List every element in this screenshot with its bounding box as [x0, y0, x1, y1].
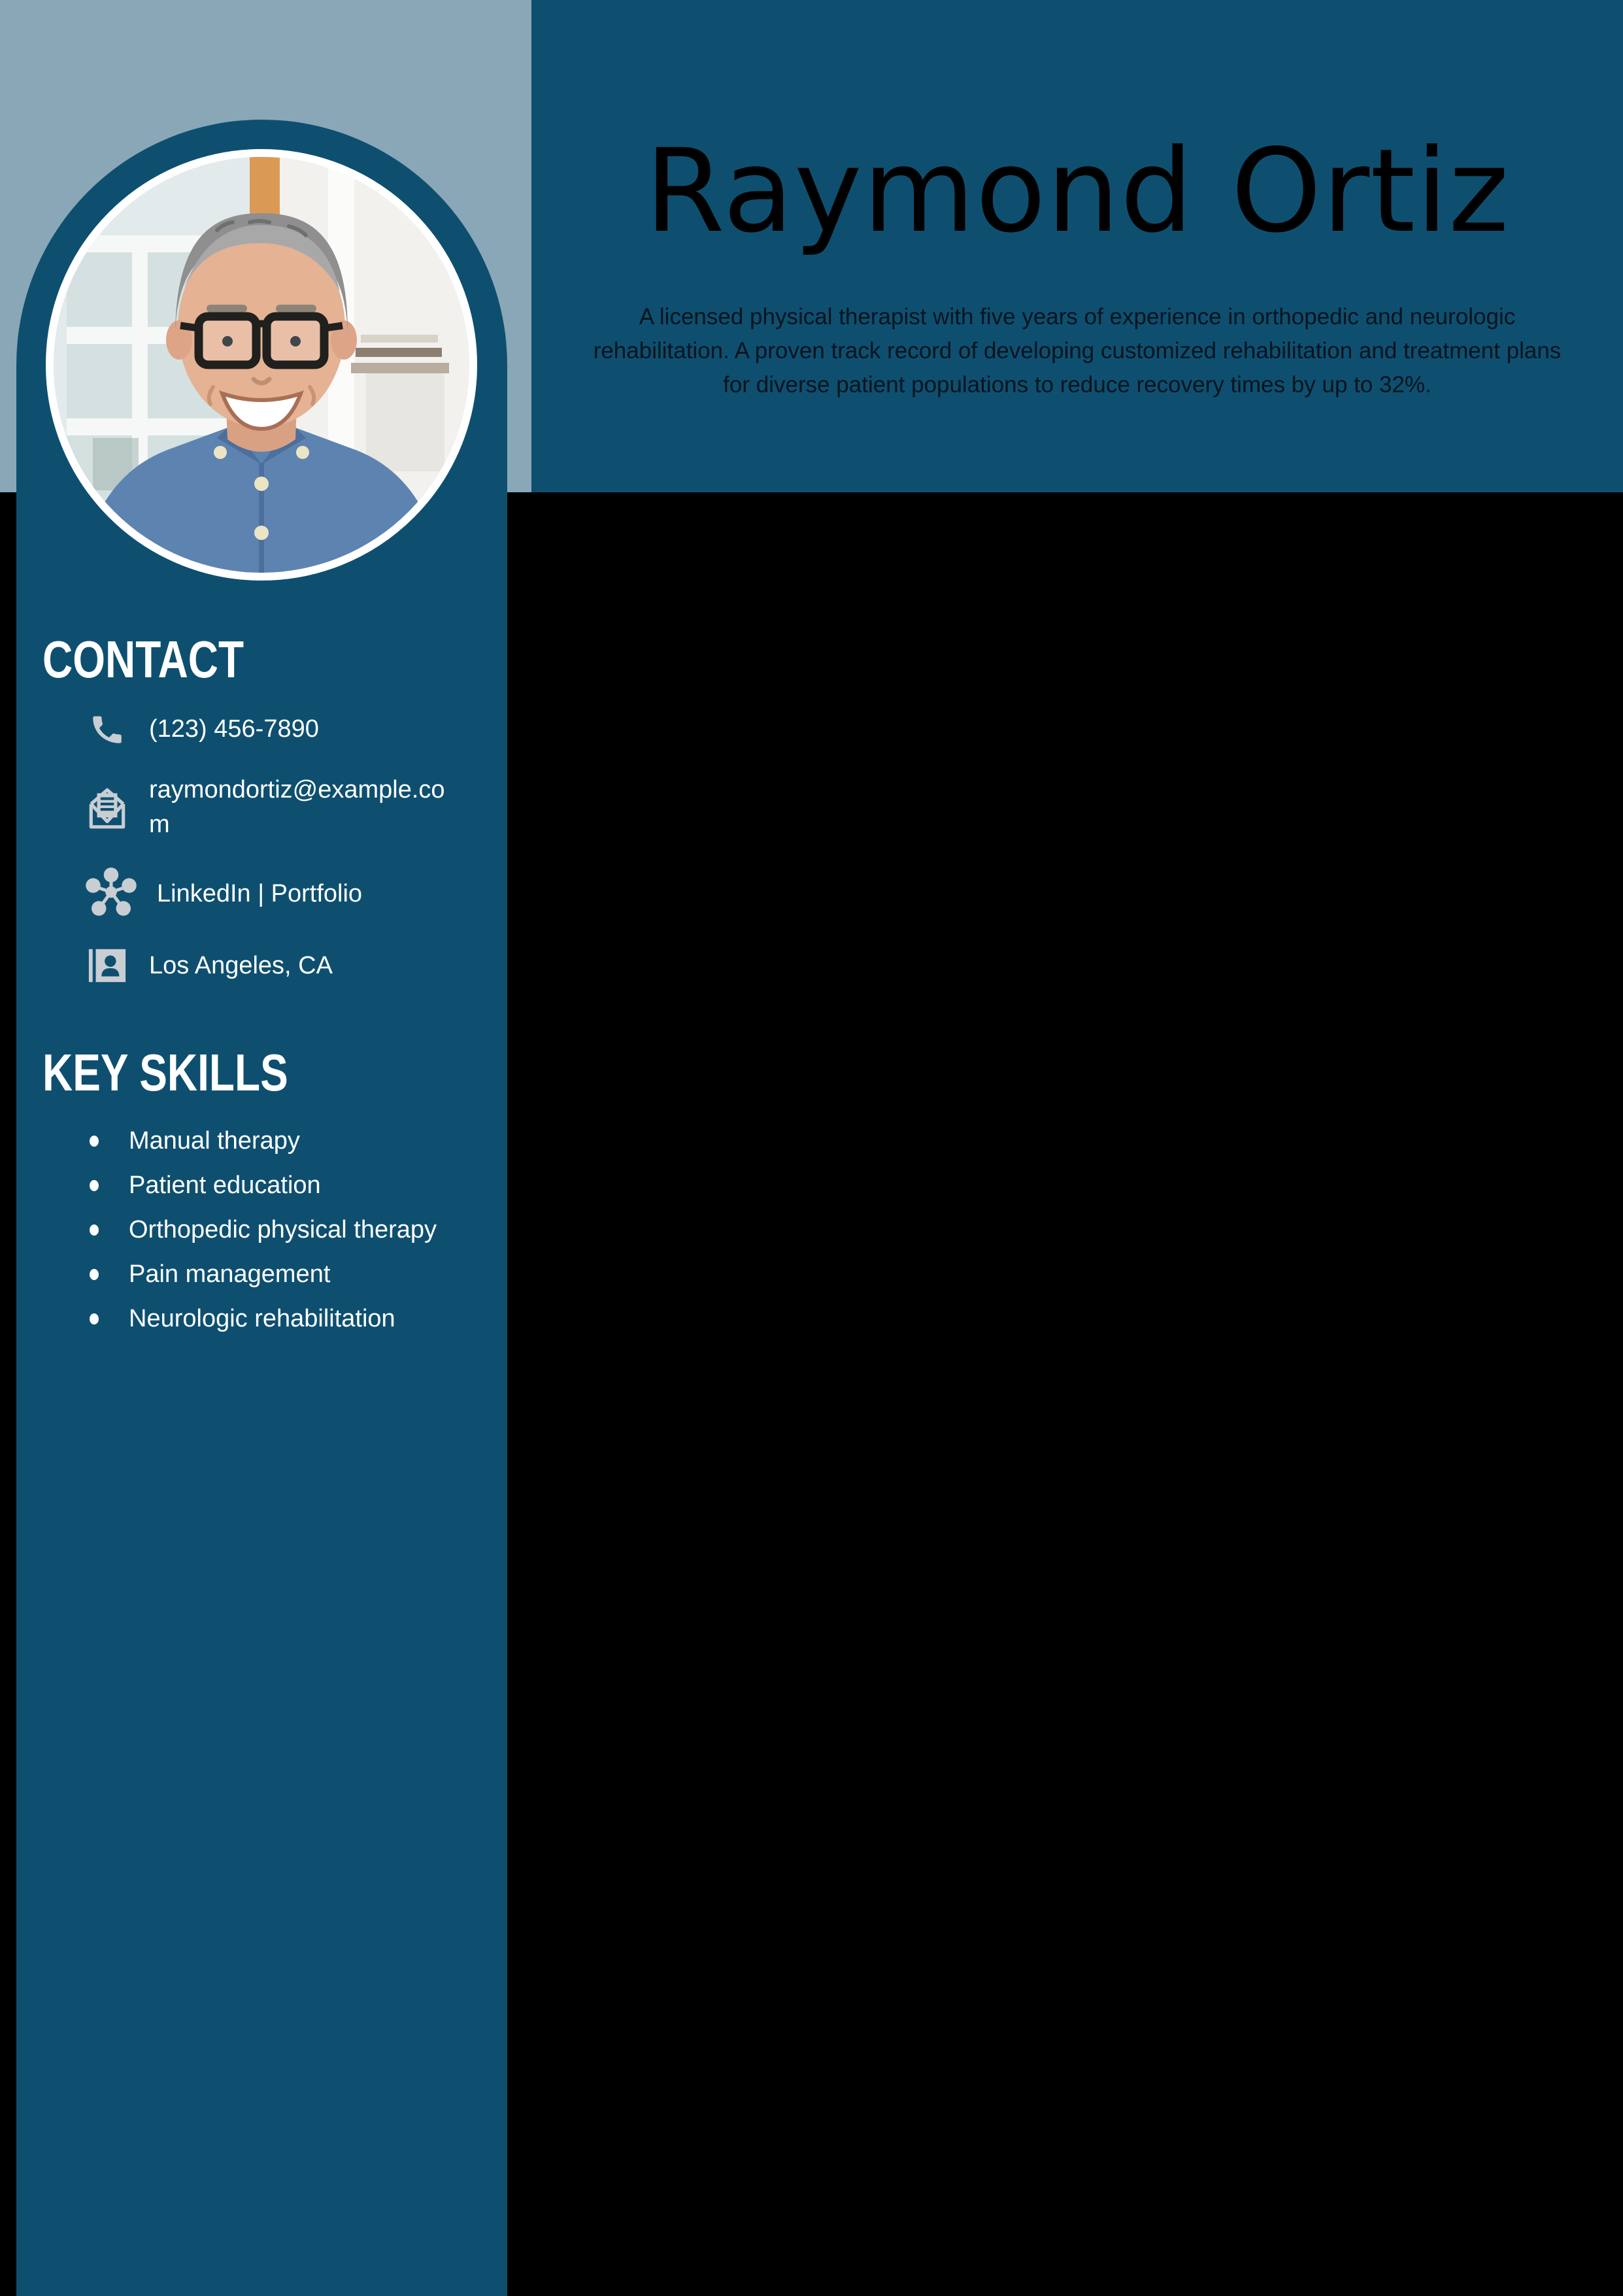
photo-frame [46, 149, 477, 581]
profile-photo [54, 157, 469, 573]
contact-item-location [85, 945, 464, 986]
skill-item: Patient education [82, 1163, 474, 1207]
email-address: raymondortiz@example.com [149, 776, 445, 838]
skill-item: Orthopedic physical therapy [82, 1207, 474, 1252]
location-text: Los Angeles, CA [149, 951, 333, 979]
skill-item: Manual therapy [82, 1119, 474, 1163]
summary-text: A licensed physical therapist with five years of experience in orthopedic and neurologic rehabilitation. A proven track record of developing customized rehabilitation and treatment plans for diverse patient populations to reduce recovery times by up to 32%. [593, 304, 1562, 397]
contact-item-email [85, 773, 464, 842]
person-name: Raymond Ortiz [644, 124, 1510, 258]
header-panel [531, 0, 1623, 492]
email-icon [85, 784, 129, 831]
skill-item: Neurologic rehabilitation [82, 1296, 474, 1341]
key-skills-list [82, 1119, 474, 1341]
key-skills-heading: KEY SKILLS [42, 1043, 288, 1102]
contact-item-phone [85, 710, 464, 748]
sidebar-panel [16, 120, 507, 2296]
contact-heading: CONTACT [42, 630, 244, 688]
contact-list [85, 710, 464, 986]
contact-item-links [85, 867, 464, 920]
network-icon [85, 867, 137, 920]
skill-item: Pain management [82, 1252, 474, 1296]
phone-number: (123) 456-7890 [149, 715, 319, 743]
phone-icon [85, 710, 129, 748]
links-text: LinkedIn | Portfolio [157, 879, 363, 907]
contact-card-icon [85, 945, 129, 986]
